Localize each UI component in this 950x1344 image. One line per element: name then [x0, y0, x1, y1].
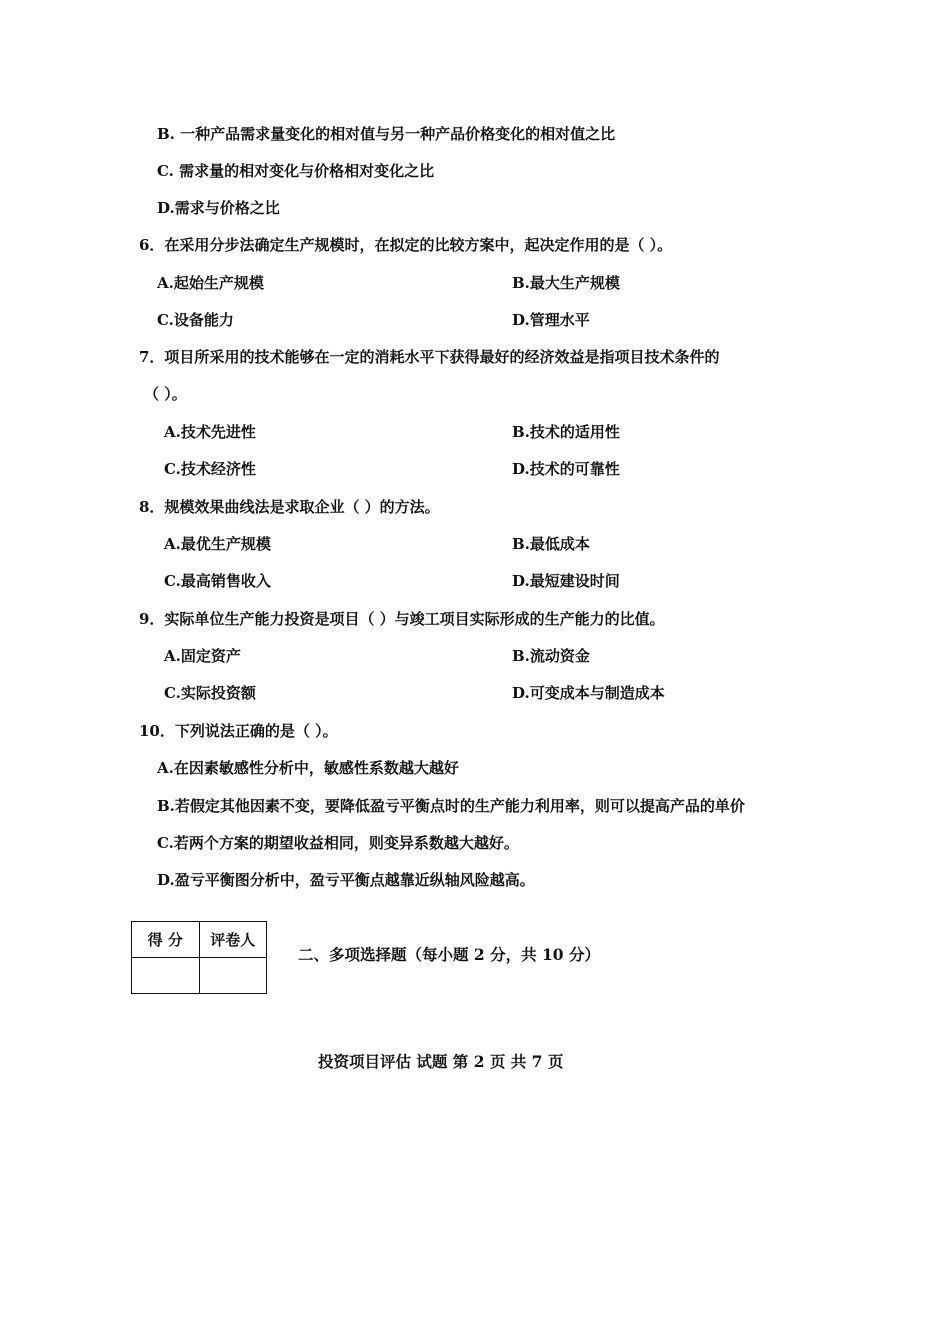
q5-option-d: D.需求与价格之比 [157, 199, 280, 217]
q9-stem: 9．实际单位生产能力投资是项目（ ）与竣工项目实际形成的生产能力的比值。 [139, 610, 665, 628]
q10-stem: 10．下列说法正确的是（ ）。 [139, 722, 338, 740]
q10-option-d: D.盈亏平衡图分析中，盈亏平衡点越靠近纵轴风险越高。 [157, 871, 535, 889]
q7-stem-line1: 7．项目所采用的技术能够在一定的消耗水平下获得最好的经济效益是指项目技术条件的 [139, 348, 720, 366]
q10-option-a: A.在因素敏感性分析中，敏感性系数越大越好 [157, 759, 459, 777]
grader-label-cell [199, 922, 267, 958]
q9-option-d: D.可变成本与制造成本 [512, 684, 665, 702]
q5-option-b: B. 一种产品需求量变化的相对值与另一种产品价格变化的相对值之比 [157, 125, 616, 143]
q7-option-a: A.技术先进性 [164, 423, 256, 441]
q7-option-d: D.技术的可靠性 [512, 460, 620, 478]
q7-stem-line2: （ ）。 [144, 385, 187, 403]
q7-option-c: C.技术经济性 [164, 460, 256, 478]
score-label-cell [132, 922, 200, 958]
q8-option-a: A.最优生产规模 [164, 535, 271, 553]
grader-value-cell [199, 958, 267, 994]
q6-option-a: A.起始生产规模 [157, 274, 264, 292]
q9-option-a: A.固定资产 [164, 647, 241, 665]
q8-option-b: B.最低成本 [512, 535, 590, 553]
score-label: 得 分 [147, 931, 183, 949]
q10-option-b: B.若假定其他因素不变，要降低盈亏平衡点时的生产能力利用率，则可以提高产品的单价 [157, 797, 745, 815]
q6-stem: 6．在采用分步法确定生产规模时，在拟定的比较方案中，起决定作用的是（ ）。 [139, 236, 673, 254]
q8-option-c: C.最高销售收入 [164, 572, 271, 590]
page-footer: 投资项目评估 试题 第 2 页 共 7 页 [318, 1052, 564, 1071]
grader-label: 评卷人 [210, 931, 256, 949]
q5-option-c: C. 需求量的相对变化与价格相对变化之比 [157, 162, 435, 180]
score-value-cell [132, 958, 200, 994]
q7-option-b: B.技术的适用性 [512, 423, 620, 441]
q9-option-b: B.流动资金 [512, 647, 590, 665]
section2-title: 二、多项选择题（每小题 2 分，共 10 分） [298, 945, 600, 964]
q8-stem: 8．规模效果曲线法是求取企业（ ）的方法。 [139, 498, 440, 516]
score-table [131, 921, 267, 994]
q6-option-d: D.管理水平 [512, 311, 590, 329]
q6-option-c: C.设备能力 [157, 311, 234, 329]
q8-option-d: D.最短建设时间 [512, 572, 620, 590]
q10-option-c: C.若两个方案的期望收益相同，则变异系数越大越好。 [157, 834, 519, 852]
q9-option-c: C.实际投资额 [164, 684, 256, 702]
q6-option-b: B.最大生产规模 [512, 274, 620, 292]
